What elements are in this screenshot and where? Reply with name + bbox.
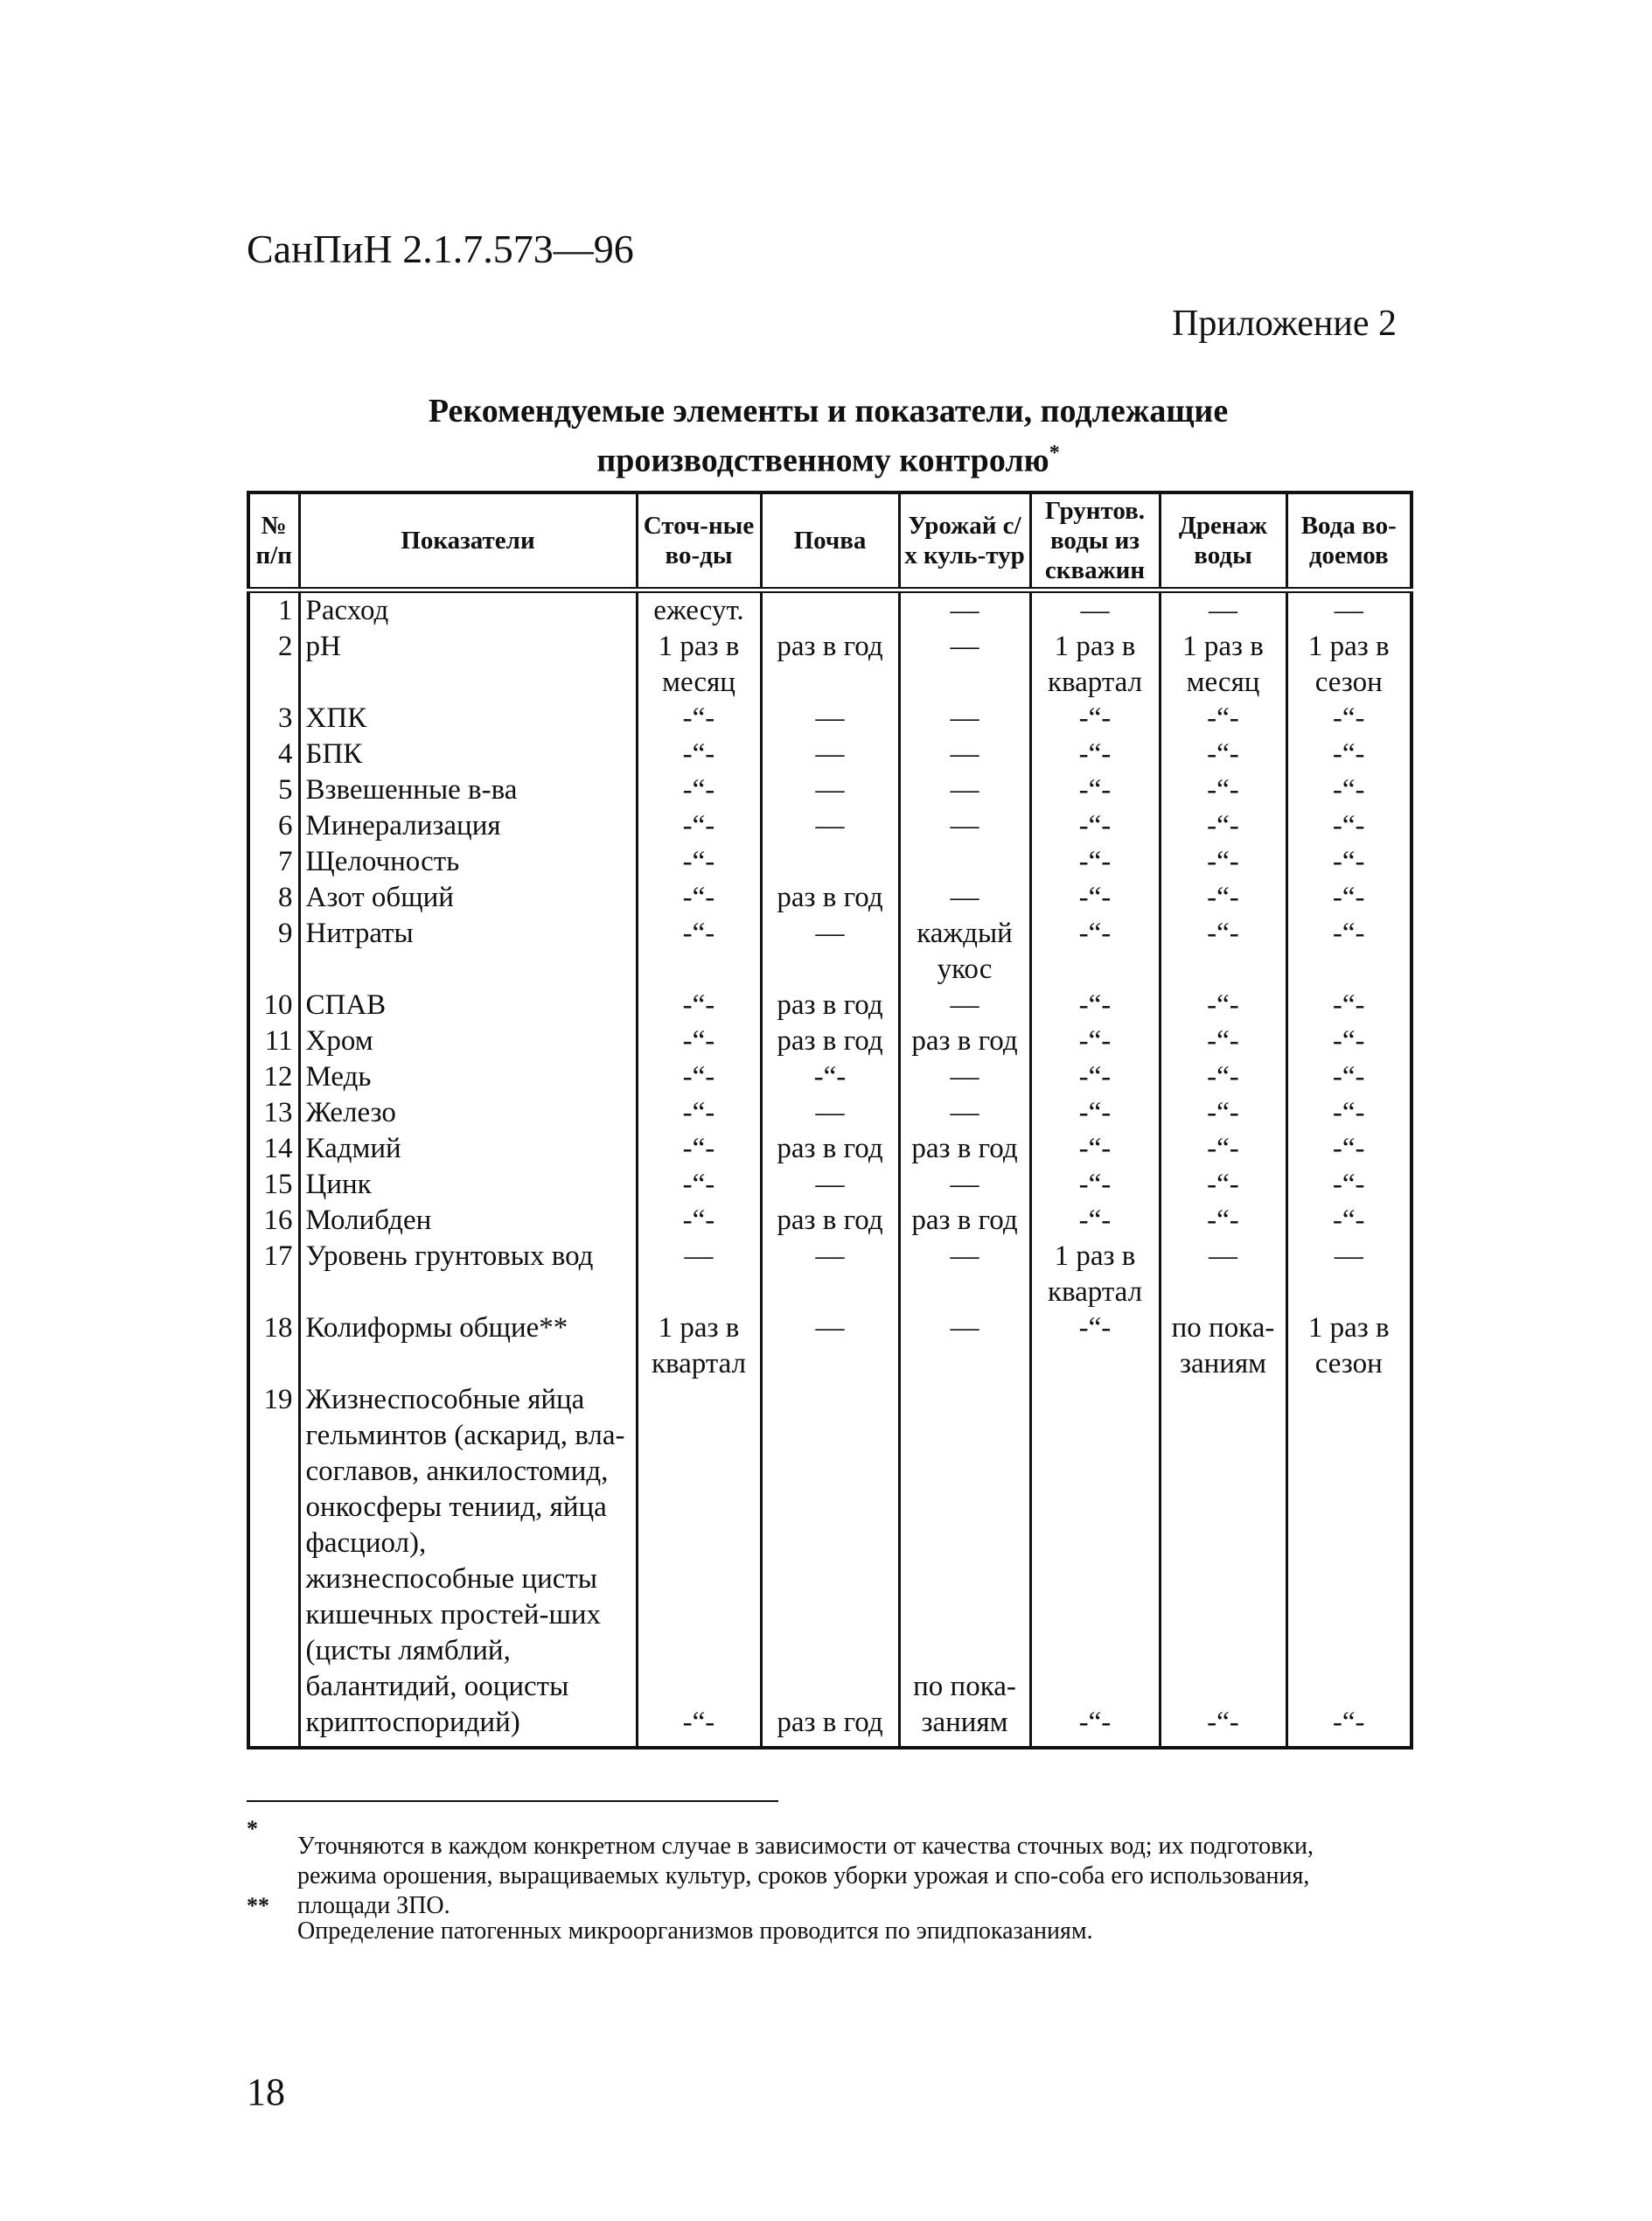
frequency-cell: — — [761, 916, 899, 988]
frequency-cell: -“- — [637, 737, 761, 772]
frequency-cell: -“- — [637, 772, 761, 808]
frequency-cell: -“- — [1030, 1095, 1160, 1131]
frequency-cell: 1 раз в квартал — [1030, 629, 1160, 701]
row-number-cell: 10 — [248, 988, 299, 1023]
frequency-cell: -“- — [1030, 1059, 1160, 1095]
frequency-cell: 1 раз в квартал — [1030, 1239, 1160, 1310]
indicator-name-cell: Хром — [299, 1023, 637, 1059]
frequency-cell: -“- — [1030, 1131, 1160, 1167]
frequency-cell: -“- — [1286, 988, 1412, 1023]
frequency-cell: -“- — [1286, 737, 1412, 772]
frequency-cell: раз в год — [761, 880, 899, 916]
frequency-cell — [899, 844, 1030, 880]
frequency-cell: — — [761, 1310, 899, 1382]
row-number-cell: 9 — [248, 916, 299, 988]
header-cell: № п/п — [248, 492, 299, 590]
frequency-cell: 1 раз в сезон — [1286, 1310, 1412, 1382]
table-row — [248, 1239, 1412, 1310]
frequency-cell: -“- — [1160, 1203, 1286, 1239]
frequency-cell: -“- — [1286, 772, 1412, 808]
frequency-cell: -“- — [1286, 1203, 1412, 1239]
frequency-cell: -“- — [637, 1167, 761, 1203]
table-row — [248, 737, 1412, 772]
frequency-cell: — — [761, 808, 899, 844]
frequency-cell: -“- — [1160, 988, 1286, 1023]
table-row — [248, 1095, 1412, 1131]
frequency-cell: — — [899, 701, 1030, 737]
frequency-cell: -“- — [1160, 1059, 1286, 1095]
frequency-cell: -“- — [1030, 880, 1160, 916]
frequency-cell: -“- — [1030, 1167, 1160, 1203]
table-row — [248, 1167, 1412, 1203]
table-body — [248, 590, 1412, 1749]
frequency-cell: — — [899, 880, 1030, 916]
frequency-cell: -“- — [1030, 808, 1160, 844]
frequency-cell: -“- — [637, 701, 761, 737]
header-cell: Почва — [761, 492, 899, 590]
indicator-name-cell: Щелочность — [299, 844, 637, 880]
title-line-2-text: производственному контролю — [596, 442, 1049, 479]
table-row — [248, 701, 1412, 737]
indicator-name-cell: Кадмий — [299, 1131, 637, 1167]
frequency-cell: раз в год — [761, 1203, 899, 1239]
indicator-name-cell: Жизнеспособные яйца гельминтов (аскарид, вла-соглавов, анкилостомид, онкосферы тениид, яйца фасциол), жизнеспособные цисты кишечных простей-ших (цисты лямблий, балантидий, ооцисты криптоспоридий) — [299, 1382, 637, 1748]
table-row — [248, 1131, 1412, 1167]
frequency-cell: 1 раз в месяц — [1160, 629, 1286, 701]
frequency-cell: — — [899, 988, 1030, 1023]
frequency-cell: по пока-заниям — [899, 1382, 1030, 1748]
indicator-name-cell: СПАВ — [299, 988, 637, 1023]
header-cell: Вода во-доемов — [1286, 492, 1412, 590]
table-row — [248, 1203, 1412, 1239]
frequency-cell: раз в год — [761, 629, 899, 701]
frequency-cell: -“- — [1286, 1095, 1412, 1131]
frequency-cell: -“- — [637, 1095, 761, 1131]
frequency-cell: -“- — [1160, 772, 1286, 808]
frequency-cell: — — [899, 590, 1030, 630]
header-cell: Грунтов. воды из скважин — [1030, 492, 1160, 590]
frequency-cell: -“- — [1160, 880, 1286, 916]
indicator-name-cell: Уровень грунтовых вод — [299, 1239, 637, 1310]
frequency-cell: -“- — [761, 1059, 899, 1095]
frequency-cell: раз в год — [761, 1023, 899, 1059]
row-number-cell: 2 — [248, 629, 299, 701]
frequency-cell: -“- — [1286, 880, 1412, 916]
frequency-cell: -“- — [1286, 1059, 1412, 1095]
frequency-cell: -“- — [1030, 772, 1160, 808]
frequency-cell: — — [899, 808, 1030, 844]
frequency-cell: — — [1286, 1239, 1412, 1310]
frequency-cell: — — [1160, 1239, 1286, 1310]
frequency-cell: -“- — [1160, 701, 1286, 737]
frequency-cell: -“- — [637, 1203, 761, 1239]
frequency-cell: — — [761, 701, 899, 737]
row-number-cell: 18 — [248, 1310, 299, 1382]
frequency-cell: раз в год — [761, 1131, 899, 1167]
frequency-cell: — — [761, 737, 899, 772]
title-footnote-mark: * — [1049, 442, 1060, 464]
row-number-cell: 4 — [248, 737, 299, 772]
frequency-cell: — — [899, 1167, 1030, 1203]
frequency-cell: — — [1030, 590, 1160, 630]
frequency-cell: раз в год — [899, 1023, 1030, 1059]
indicator-name-cell: Азот общий — [299, 880, 637, 916]
table-row — [248, 629, 1412, 701]
frequency-cell: -“- — [1030, 1023, 1160, 1059]
frequency-cell: ежесут. — [637, 590, 761, 630]
footnote-divider — [247, 1800, 778, 1802]
table-row — [248, 808, 1412, 844]
page-number: 18 — [247, 2071, 285, 2113]
frequency-cell: -“- — [637, 1023, 761, 1059]
frequency-cell: -“- — [1160, 1095, 1286, 1131]
header-cell: Урожай с/х куль-тур — [899, 492, 1030, 590]
footnote-2: Определение патогенных микроорганизмов проводится по эпидпоказаниям. — [297, 1917, 1093, 1945]
frequency-cell: 1 раз в сезон — [1286, 629, 1412, 701]
frequency-cell: -“- — [637, 844, 761, 880]
indicator-name-cell: Медь — [299, 1059, 637, 1095]
table-row — [248, 772, 1412, 808]
footnote-2-mark: ** — [247, 1893, 269, 1918]
row-number-cell: 12 — [248, 1059, 299, 1095]
table-row — [248, 988, 1412, 1023]
frequency-cell: -“- — [1160, 1023, 1286, 1059]
frequency-cell — [761, 844, 899, 880]
frequency-cell: -“- — [1286, 916, 1412, 988]
table-row — [248, 1310, 1412, 1382]
frequency-cell: -“- — [1030, 1203, 1160, 1239]
footnote-1: Уточняются в каждом конкретном случае в зависимости от качества сточных вод; их подготовки, режима орошения, выращиваемых культур, сроков уборки урожая и спо-соба его использования, площади ЗПО. — [297, 1833, 1314, 1919]
table-row — [248, 590, 1412, 630]
title-line-2 — [247, 432, 1410, 482]
row-number-cell: 16 — [248, 1203, 299, 1239]
appendix-label: Приложение 2 — [1172, 304, 1397, 344]
frequency-cell: — — [761, 1095, 899, 1131]
frequency-cell: — — [899, 1059, 1030, 1095]
frequency-cell: -“- — [637, 1059, 761, 1095]
header-cell: Показатели — [299, 492, 637, 590]
row-number-cell: 6 — [248, 808, 299, 844]
frequency-cell: — — [1286, 590, 1412, 630]
indicator-name-cell: pH — [299, 629, 637, 701]
frequency-cell: -“- — [1160, 737, 1286, 772]
frequency-cell: — — [637, 1239, 761, 1310]
indicator-name-cell: Цинк — [299, 1167, 637, 1203]
frequency-cell: -“- — [1286, 808, 1412, 844]
control-table-wrapper — [247, 491, 1410, 1750]
indicator-name-cell: Железо — [299, 1095, 637, 1131]
frequency-cell: -“- — [1160, 1167, 1286, 1203]
indicator-name-cell: Колиформы общие** — [299, 1310, 637, 1382]
frequency-cell: — — [899, 1239, 1030, 1310]
frequency-cell: — — [899, 737, 1030, 772]
table-row — [248, 1023, 1412, 1059]
control-table — [247, 491, 1413, 1750]
frequency-cell: — — [1160, 590, 1286, 630]
frequency-cell: -“- — [1160, 1131, 1286, 1167]
header-cell: Сточ-ные во-ды — [637, 492, 761, 590]
row-number-cell: 3 — [248, 701, 299, 737]
frequency-cell: — — [899, 1310, 1030, 1382]
frequency-cell — [761, 590, 899, 630]
row-number-cell: 17 — [248, 1239, 299, 1310]
frequency-cell: -“- — [1160, 844, 1286, 880]
frequency-cell: -“- — [1286, 1382, 1412, 1748]
table-row — [248, 1382, 1412, 1748]
frequency-cell: -“- — [637, 916, 761, 988]
frequency-cell: — — [761, 772, 899, 808]
frequency-cell: 1 раз в квартал — [637, 1310, 761, 1382]
row-number-cell: 1 — [248, 590, 299, 630]
frequency-cell: -“- — [637, 988, 761, 1023]
frequency-cell: -“- — [1030, 1310, 1160, 1382]
indicator-name-cell: Нитраты — [299, 916, 637, 988]
frequency-cell: раз в год — [761, 988, 899, 1023]
row-number-cell: 7 — [248, 844, 299, 880]
frequency-cell: -“- — [1030, 701, 1160, 737]
frequency-cell: каждый укос — [899, 916, 1030, 988]
header-cell: Дренаж воды — [1160, 492, 1286, 590]
frequency-cell: -“- — [637, 880, 761, 916]
row-number-cell: 11 — [248, 1023, 299, 1059]
indicator-name-cell: Взвешенные в-ва — [299, 772, 637, 808]
frequency-cell: -“- — [1286, 701, 1412, 737]
frequency-cell: -“- — [1160, 916, 1286, 988]
row-number-cell: 8 — [248, 880, 299, 916]
frequency-cell: 1 раз в месяц — [637, 629, 761, 701]
frequency-cell: -“- — [1030, 844, 1160, 880]
frequency-cell: раз в год — [899, 1203, 1030, 1239]
frequency-cell: — — [899, 772, 1030, 808]
table-title — [247, 390, 1410, 482]
table-row — [248, 844, 1412, 880]
frequency-cell: — — [761, 1167, 899, 1203]
frequency-cell: по пока-заниям — [1160, 1310, 1286, 1382]
document-code: СанПиН 2.1.7.573—96 — [247, 227, 634, 271]
indicator-name-cell: Молибден — [299, 1203, 637, 1239]
frequency-cell: — — [899, 1095, 1030, 1131]
frequency-cell: -“- — [1160, 1382, 1286, 1748]
frequency-cell: -“- — [637, 808, 761, 844]
indicator-name-cell: БПК — [299, 737, 637, 772]
table-row — [248, 1059, 1412, 1095]
row-number-cell: 15 — [248, 1167, 299, 1203]
frequency-cell: -“- — [1030, 916, 1160, 988]
indicator-name-cell: Минерализация — [299, 808, 637, 844]
row-number-cell: 13 — [248, 1095, 299, 1131]
frequency-cell: -“- — [1286, 1167, 1412, 1203]
frequency-cell: -“- — [1286, 1131, 1412, 1167]
frequency-cell: раз в год — [899, 1131, 1030, 1167]
frequency-cell: — — [899, 629, 1030, 701]
frequency-cell: -“- — [1286, 1023, 1412, 1059]
row-number-cell: 19 — [248, 1382, 299, 1748]
table-row — [248, 916, 1412, 988]
frequency-cell: -“- — [1030, 988, 1160, 1023]
frequency-cell: раз в год — [761, 1382, 899, 1748]
indicator-name-cell: Расход — [299, 590, 637, 630]
indicator-name-cell: ХПК — [299, 701, 637, 737]
row-number-cell: 5 — [248, 772, 299, 808]
table-row — [248, 880, 1412, 916]
frequency-cell: -“- — [637, 1131, 761, 1167]
table-header-row — [248, 492, 1412, 590]
frequency-cell: — — [761, 1239, 899, 1310]
frequency-cell: -“- — [1030, 737, 1160, 772]
row-number-cell: 14 — [248, 1131, 299, 1167]
frequency-cell: -“- — [637, 1382, 761, 1748]
frequency-cell: -“- — [1160, 808, 1286, 844]
footnote-1-mark: * — [247, 1816, 258, 1841]
frequency-cell: -“- — [1030, 1382, 1160, 1748]
title-line-1: Рекомендуемые элементы и показатели, подлежащие — [428, 393, 1229, 430]
frequency-cell: -“- — [1286, 844, 1412, 880]
